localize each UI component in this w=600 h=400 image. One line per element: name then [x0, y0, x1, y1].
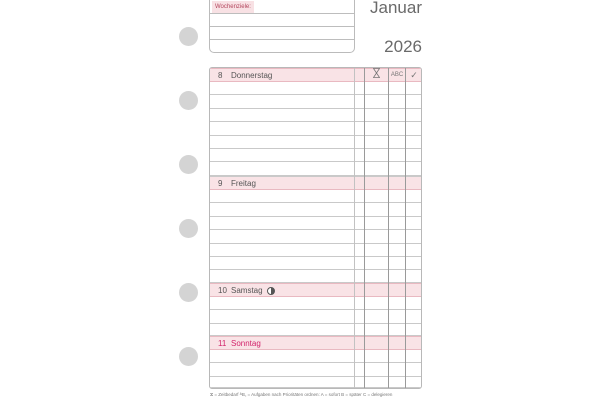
column-divider — [364, 68, 365, 388]
day-name: Sonntag — [231, 339, 261, 348]
legend-footnote: ⧖ = Zeitbedarf ᴬB꜀ = Aufgaben nach Prioritäten ordnen: A = sofort B = später C = delegieren — [210, 392, 393, 397]
weekly-goals-box[interactable] — [209, 0, 355, 53]
entry-line[interactable] — [210, 82, 421, 95]
entry-line[interactable] — [210, 230, 421, 243]
binder-hole — [179, 27, 198, 46]
column-divider — [354, 68, 355, 388]
year-title: 2026 — [384, 37, 422, 56]
binder-hole — [179, 91, 198, 110]
abc-priority-icon: ABC — [390, 72, 404, 78]
day-number: 9 — [218, 179, 223, 188]
entry-line[interactable] — [210, 297, 421, 310]
hourglass-icon — [365, 68, 388, 82]
entry-line[interactable] — [210, 109, 421, 122]
day-header-row — [210, 176, 421, 190]
entry-line[interactable] — [210, 244, 421, 257]
entry-line[interactable] — [210, 176, 421, 177]
daily-planner-grid[interactable] — [209, 67, 422, 389]
entry-line[interactable] — [210, 217, 421, 230]
entry-line[interactable] — [210, 203, 421, 216]
goals-line — [210, 26, 354, 27]
entry-line[interactable] — [210, 324, 421, 336]
entry-line[interactable] — [210, 377, 421, 388]
day-header-row — [210, 283, 421, 297]
binder-hole — [179, 347, 198, 366]
entry-line[interactable] — [210, 310, 421, 323]
entry-line[interactable] — [210, 257, 421, 270]
check-icon: ✓ — [410, 70, 418, 80]
entry-line[interactable] — [210, 122, 421, 135]
day-name: Freitag — [231, 179, 256, 188]
goals-line — [210, 13, 354, 14]
entry-line[interactable] — [210, 162, 421, 175]
binder-hole — [179, 155, 198, 174]
day-header-row — [210, 336, 421, 350]
day-label — [218, 286, 275, 295]
entry-line[interactable] — [210, 270, 421, 283]
day-label — [218, 339, 261, 348]
day-number: 11 — [218, 339, 227, 348]
day-number: 8 — [218, 71, 223, 80]
binder-hole — [179, 283, 198, 302]
entry-line[interactable] — [210, 190, 421, 203]
entry-line[interactable] — [210, 149, 421, 162]
entry-line[interactable] — [210, 363, 421, 376]
entry-line[interactable] — [210, 350, 421, 363]
binder-hole — [179, 219, 198, 238]
column-divider — [388, 68, 389, 388]
day-label — [218, 71, 272, 80]
column-divider — [405, 68, 406, 388]
day-label — [218, 179, 256, 188]
goals-line — [210, 39, 354, 40]
weekly-goals-label: Wochenziele: — [212, 1, 254, 13]
entry-line[interactable] — [210, 95, 421, 108]
half-moon-icon — [267, 287, 275, 295]
entry-line[interactable] — [210, 136, 421, 149]
day-name: Samstag — [231, 286, 263, 295]
day-number: 10 — [218, 286, 227, 295]
day-name: Donnerstag — [231, 71, 273, 80]
month-title: Januar — [370, 0, 422, 17]
